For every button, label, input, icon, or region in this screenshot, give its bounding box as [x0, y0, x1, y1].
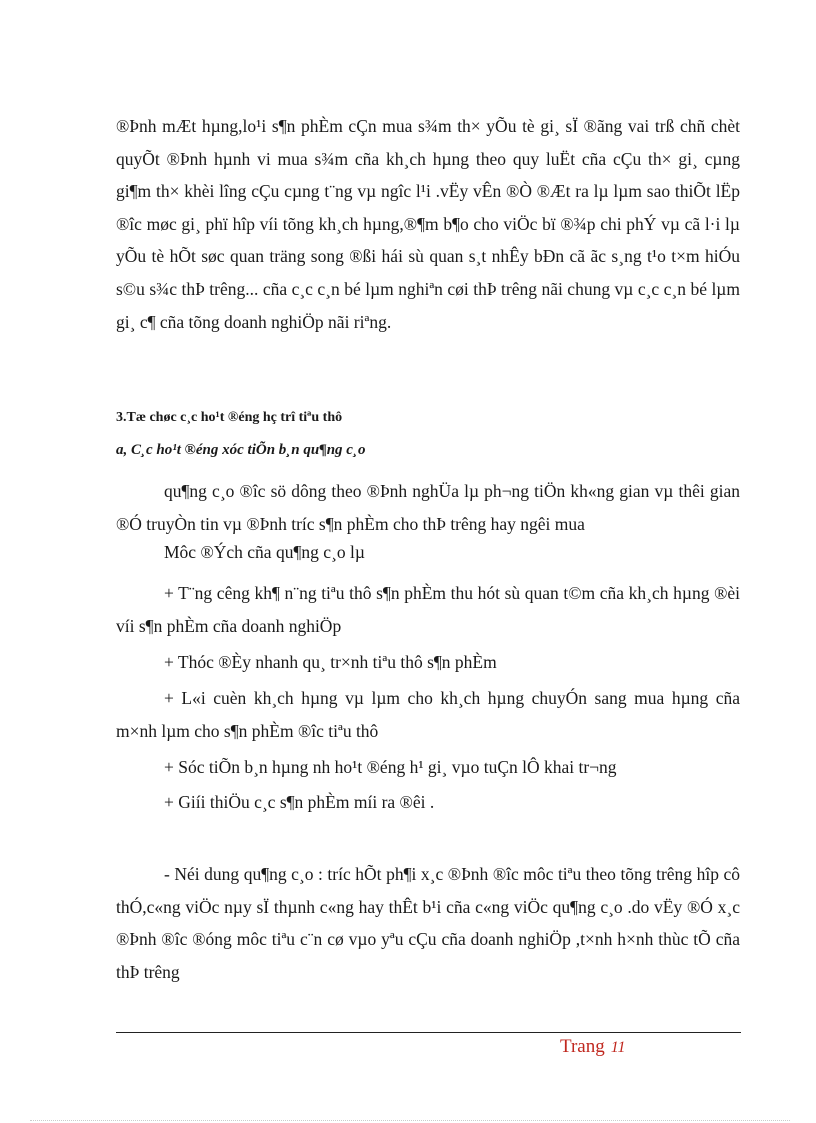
bullet-item-2: + Thóc ®Èy nhanh qu¸ tr×nh tiªu thô s¶n phÈm [164, 652, 497, 672]
bullet-item-5: + Giíi thiÖu c¸c s¶n phÈm míi ra ®êi . [164, 792, 435, 812]
footer-label: Trang [560, 1036, 605, 1057]
body-paragraph-3: Môc ®Ých cña qu¶ng c¸o lµ [164, 542, 365, 562]
body-paragraph-2: qu¶ng c¸o ®îc sö dông theo ®Þnh nghÜa lµ ph¬ng tiÖn kh«ng gian vµ thêi gian ®Ó truyÒn tin vµ ®Þnh tríc s¶n phÈm cho thÞ trêng hay ngêi mua [116, 481, 740, 534]
bullet-item-3: + L«i cuèn kh¸ch hµng vµ lµm cho kh¸ch hµng chuyÓn sang mua hµng cña m×nh lµm cho s¶n phÈm ®îc tiªu thô [116, 688, 740, 741]
page-footer [560, 1036, 626, 1058]
page-number: 11 [610, 1039, 626, 1056]
bullet-item-4: + Sóc tiÕn b¸n hµng nh ho¹t ®éng h¹ gi¸ vµo tuÇn lÔ khai tr¬ng [164, 757, 617, 777]
section-heading-3: 3.Tæ chøc c¸c ho¹t ®éng hç trî tiªu thô [116, 410, 343, 425]
bullet-item-1: + T¨ng cêng kh¶ n¨ng tiªu thô s¶n phÈm thu hót sù quan t©m cña kh¸ch hµng ®èi víi s¶n phÈm cña doanh nghiÖp [116, 583, 740, 636]
paragraph-text: ®Þnh mÆt hµng,lo¹i s¶n phÈm cÇn mua s¾m th× yÕu tè gi¸ sÏ ®ãng vai trß chñ chèt quyÕt ®Þnh hµnh vi mua s¾m cña kh¸ch hµng theo quy luËt cña cÇu th× gi¸ cµng gi¶m th× khèi lîng cÇu cµng t¨ng vµ ngîc l¹i .vËy vÊn ®Ò ®Æt ra lµ lµm sao thiÕt lËp ®îc møc gi¸ phï hîp víi tõng kh¸ch hµng,®¶m b¶o cho viÖc bï ®¾p chi phÝ vµ cã l·i lµ yÕu tè hÕt søc quan träng song ®ßi hái sù quan s¸t nhÊy bÐn cã ãc s¸ng t¹o t×m hiÓu s©u s¾c thÞ trêng... cña c¸c c¸n bé lµm nghiªn cøi thÞ trêng nãi chung vµ c¸c c¸n bé lµm gi¸ c¶ cña tõng doanh nghiÖp nãi riªng. [116, 116, 740, 332]
page-bottom-border [30, 1120, 790, 1121]
body-paragraph-5 [116, 858, 740, 988]
footer-divider [116, 1032, 741, 1033]
subsection-heading-a: a, C¸c ho¹t ®éng xóc tiÕn b¸n qu¶ng c¸o [116, 442, 366, 458]
paragraph-text: - Néi dung qu¶ng c¸o : tríc hÕt ph¶i x¸c ®Þnh ®îc môc tiªu theo tõng trêng hîp cô thÓ,c«ng viÖc nµy sÏ thµnh c«ng hay thÊt b¹i cña c«ng viÖc qu¶ng c¸o .do vËy ®Ó x¸c ®Þnh ®îc ®óng môc tiªu c¨n cø vµo yªu cÇu cña doanh nghiÖp ,t×nh h×nh thùc tÕ cña thÞ trêng [116, 864, 740, 982]
body-paragraph-1 [116, 110, 740, 338]
